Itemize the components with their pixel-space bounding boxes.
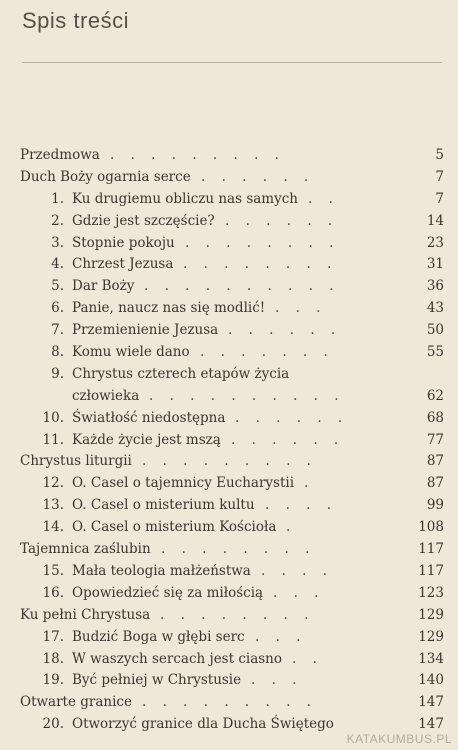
toc-entry [0, 430, 458, 452]
toc-entry-number: 7. [51, 322, 64, 339]
toc-entry-number: 9. [51, 365, 64, 382]
toc-page-number: 117 [418, 562, 444, 579]
toc-page-number: 147 [418, 694, 444, 711]
toc-entry [0, 211, 458, 233]
toc-entry-title: Komu wiele dano [72, 344, 190, 361]
toc-page-number: 68 [426, 409, 444, 426]
toc-page-number: 87 [426, 475, 444, 492]
toc-page-number: 50 [426, 322, 444, 339]
toc-section [0, 539, 458, 561]
toc-section [0, 167, 458, 189]
toc-entry [0, 233, 458, 255]
toc-entry-number: 12. [42, 475, 64, 492]
toc-page-number: 43 [426, 300, 444, 317]
toc-page-number: 147 [418, 716, 444, 733]
toc-page-number: 23 [426, 234, 444, 251]
dot-leader: . . . . . . [201, 168, 315, 185]
toc-entry-number: 19. [42, 672, 64, 689]
toc-page-number: 55 [426, 344, 444, 361]
toc-page-number: 140 [418, 672, 444, 689]
toc-entry-number: 15. [42, 562, 64, 579]
toc-entry-title: Być pełniej w Chrystusie [72, 672, 242, 689]
toc-entry-number: 13. [42, 497, 64, 514]
toc-entry [0, 408, 458, 430]
toc-entry-title: Mała teologia małżeństwa [72, 562, 251, 579]
dot-leader: . . . . . . [231, 431, 345, 448]
dot-leader: . . . . . . [235, 409, 349, 426]
toc-entry-number: 18. [42, 650, 64, 667]
toc-page-number: 108 [418, 519, 444, 536]
toc-entry-number: 1. [51, 190, 64, 207]
toc-page-number: 14 [426, 212, 444, 229]
dot-leader: . . . [275, 300, 327, 317]
dot-leader: . . . [255, 628, 307, 645]
toc-entry [0, 670, 458, 692]
dot-leader: . . . . . . . . [183, 256, 338, 273]
toc-page-number: 129 [418, 606, 444, 623]
dot-leader: . . . . . . . . . . [144, 278, 340, 295]
toc-page-number: 87 [426, 453, 444, 470]
toc-page-number: 134 [418, 650, 444, 667]
toc-entry-title: Światłość niedostępna [72, 409, 226, 426]
dot-leader: . . . . . . . . [185, 234, 340, 251]
dot-leader: . . . . . . . . . [142, 453, 317, 470]
toc-entry [0, 298, 458, 320]
toc-entry-title: Budzić Boga w głębi serc [72, 628, 245, 645]
toc-entry-title: Stopnie pokoju [72, 234, 175, 251]
toc-page-number: 99 [426, 497, 444, 514]
dot-leader: . . . . . . [225, 212, 339, 229]
toc-entry-title: O. Casel o tajemnicy Eucharystii [72, 475, 295, 492]
toc-entry [0, 276, 458, 298]
toc-page-number: 77 [426, 431, 444, 448]
toc-entry-title: Przemienienie Jezusa [72, 322, 219, 339]
toc-page-number: 36 [426, 278, 444, 295]
toc-entry-title: Opowiedzieć się za miłością [72, 584, 264, 601]
dot-leader: . . [308, 190, 339, 207]
toc-page-number: 129 [418, 628, 444, 645]
page-title: Spis treści [22, 8, 129, 33]
dot-leader: . . . . [261, 562, 334, 579]
toc-page-number: 31 [426, 256, 444, 273]
toc-entry-number: 2. [51, 212, 64, 229]
toc-entry [0, 364, 458, 408]
watermark: KATAKUMBUS.PL [346, 732, 452, 746]
dot-leader: . . . . . . . . [160, 606, 315, 623]
dot-leader: . . . . . . . . [161, 541, 316, 558]
toc-entry-title: W waszych sercach jest ciasno [72, 650, 283, 667]
toc-entry [0, 583, 458, 605]
table-of-contents [0, 145, 458, 736]
toc-entry-title: Chrzest Jezusa [72, 256, 174, 273]
toc-entry-number: 16. [42, 584, 64, 601]
toc-entry-title: O. Casel o misterium kultu [72, 497, 255, 514]
toc-section [0, 451, 458, 473]
toc-section-title: Tajemnica zaślubin [20, 541, 151, 558]
toc-entry-number: 3. [51, 234, 64, 251]
toc-entry-number: 10. [42, 409, 64, 426]
toc-entry [0, 254, 458, 276]
toc-entry-number: 8. [51, 344, 64, 361]
dot-leader: . . . [251, 672, 303, 689]
toc-entry-title: Ku drugiemu obliczu nas samych [72, 190, 298, 207]
toc-page-number: 7 [435, 168, 444, 185]
toc-entry [0, 473, 458, 495]
dot-leader: . . [292, 650, 323, 667]
toc-entry-number: 17. [42, 628, 64, 645]
toc-page-number: 117 [418, 541, 444, 558]
toc-page-number: 123 [418, 584, 444, 601]
dot-leader: . . . . [265, 497, 338, 514]
toc-entry [0, 561, 458, 583]
toc-entry [0, 342, 458, 364]
toc-section-title: Przedmowa [20, 147, 100, 163]
title-divider [22, 62, 442, 63]
toc-section [0, 145, 458, 167]
dot-leader: . [304, 475, 315, 492]
toc-entry [0, 627, 458, 649]
toc-entry-title: Gdzie jest szczęście? [72, 212, 215, 229]
toc-entry [0, 495, 458, 517]
toc-section-title: Ku pełni Chrystusa [20, 606, 151, 623]
toc-entry-title: Każde życie jest mszą [72, 431, 221, 448]
toc-entry-number: 14. [42, 519, 64, 536]
dot-leader: . . . . . . . . . [110, 147, 285, 163]
toc-section [0, 605, 458, 627]
toc-section-title: Duch Boży ogarnia serce [20, 168, 191, 185]
dot-leader: . . . . . . . . . . [149, 387, 345, 404]
toc-entry [0, 649, 458, 671]
toc-page-number: 62 [426, 387, 444, 404]
toc-entry-title: Panie, naucz nas się modlić! [72, 300, 266, 317]
dot-leader: . [286, 519, 297, 536]
dot-leader: . . . . . . [228, 322, 342, 339]
toc-entry-number: 4. [51, 256, 64, 273]
toc-entry [0, 517, 458, 539]
toc-page-number: 7 [435, 190, 444, 207]
toc-entry-title: Dar Boży [72, 278, 135, 295]
toc-entry-title-continued: człowieka [72, 387, 140, 404]
toc-entry-title: Chrystus czterech etapów życia [72, 365, 290, 382]
dot-leader: . . . . . . . . . [142, 694, 317, 711]
toc-section [0, 692, 458, 714]
toc-entry [0, 189, 458, 211]
toc-section-title: Otwarte granice [20, 694, 132, 711]
toc-entry-number: 20. [42, 716, 64, 733]
toc-page-number: 5 [435, 147, 444, 163]
dot-leader: . . . [273, 584, 325, 601]
toc-section-title: Chrystus liturgii [20, 453, 132, 470]
toc-entry-number: 6. [51, 300, 64, 317]
toc-entry [0, 320, 458, 342]
dot-leader: . . . . . . . [200, 344, 334, 361]
toc-entry-number: 11. [42, 431, 64, 448]
toc-entry-title: Otworzyć granice dla Ducha Świętego [72, 716, 334, 733]
toc-entry-title: O. Casel o misterium Kościoła [72, 519, 277, 536]
toc-entry-number: 5. [51, 278, 64, 295]
